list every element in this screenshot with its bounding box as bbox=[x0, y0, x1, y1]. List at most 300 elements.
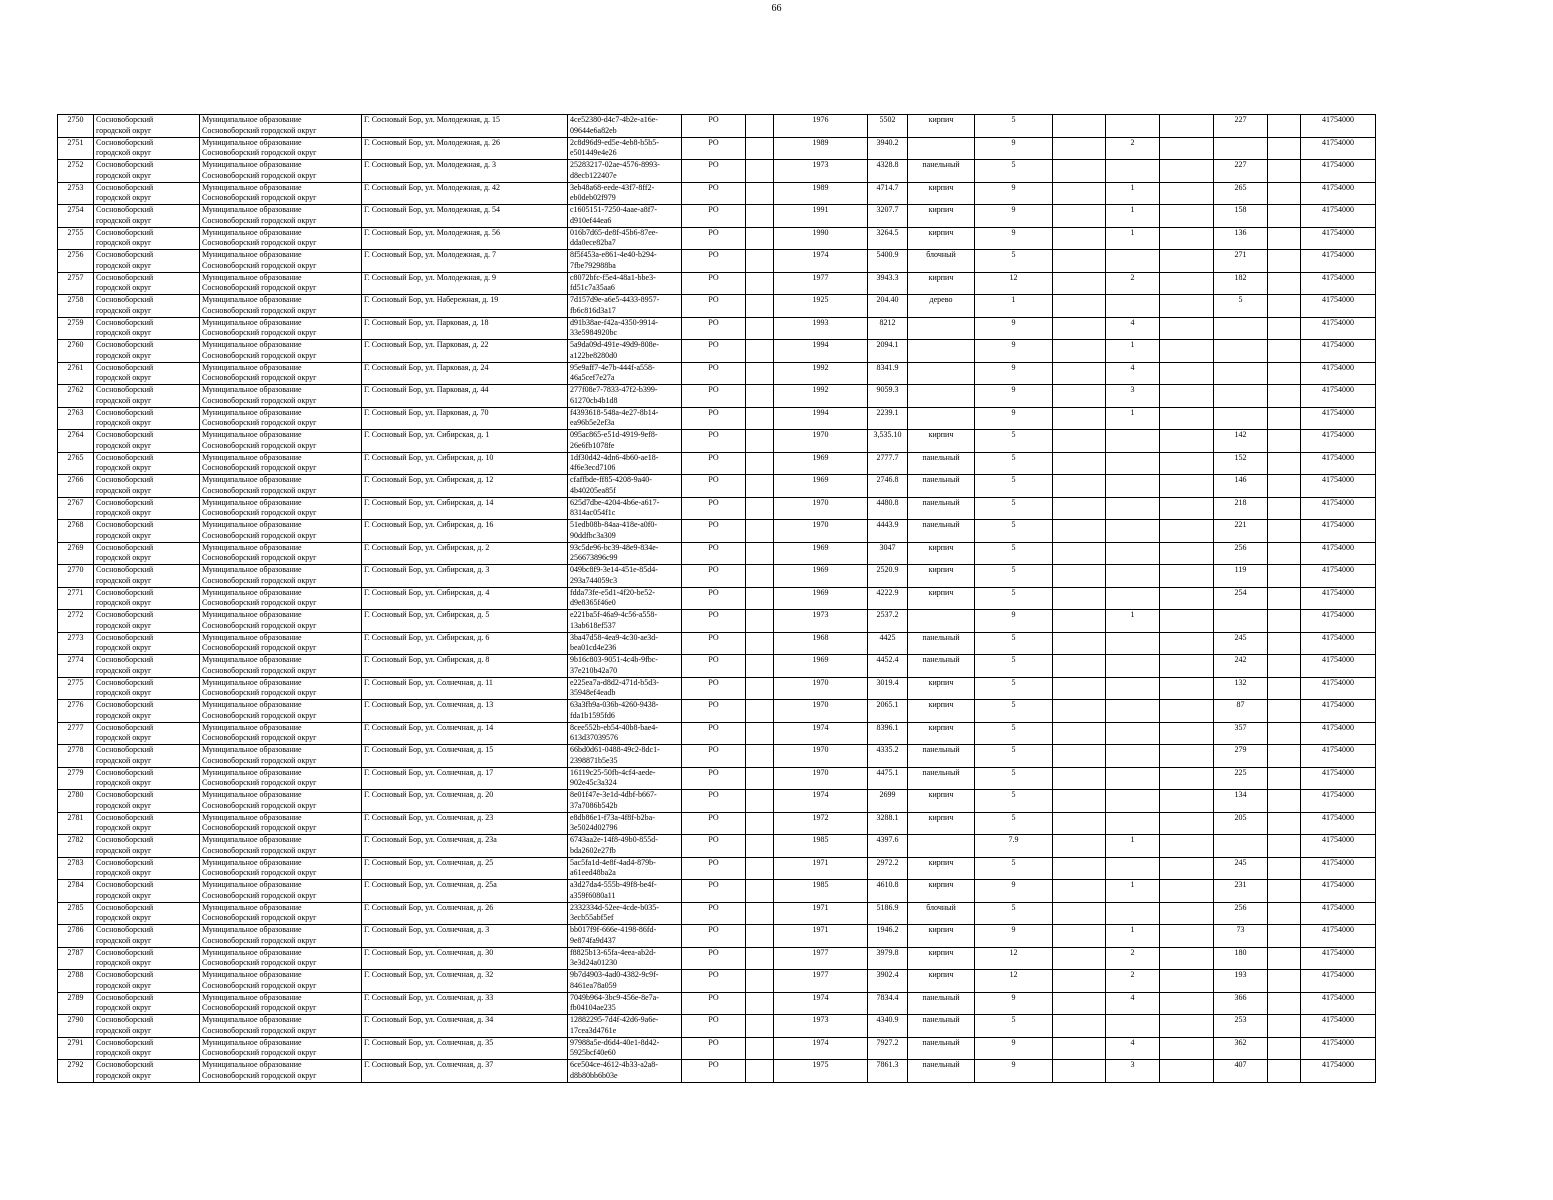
year-cell: 1985 bbox=[774, 835, 868, 858]
value1-cell bbox=[1053, 272, 1106, 295]
table-row bbox=[58, 835, 1376, 858]
address-cell: Г. Сосновый Бор, ул. Молодежная, д. 26 bbox=[362, 137, 568, 160]
district-cell bbox=[94, 1015, 200, 1038]
year-cell: 1969 bbox=[774, 475, 868, 498]
guid-cell bbox=[568, 137, 682, 160]
guid-cell-line: 63a3fb9a-036b-4260-9438- bbox=[570, 700, 659, 709]
empty-cell bbox=[746, 407, 774, 430]
empty-cell bbox=[746, 835, 774, 858]
value3-cell bbox=[1160, 610, 1214, 633]
municipality-cell-line: Сосновоборский городской округ bbox=[202, 958, 317, 967]
apartments-cell: 271 bbox=[1214, 250, 1268, 273]
empty-cell bbox=[1268, 340, 1301, 363]
value1-cell bbox=[1053, 857, 1106, 880]
area-cell: 4328.8 bbox=[868, 160, 908, 183]
table-row bbox=[58, 902, 1376, 925]
guid-cell-line: 902e45c3a324 bbox=[570, 778, 617, 787]
guid-cell-line: 5925bcf40e60 bbox=[570, 1048, 616, 1057]
table-body bbox=[58, 115, 1376, 1083]
municipality-cell bbox=[200, 947, 362, 970]
address-cell: Г. Сосновый Бор, ул. Солнечная, д. 35 bbox=[362, 1037, 568, 1060]
district-cell-line: Сосновоборский bbox=[96, 835, 154, 844]
district-cell-line: городской округ bbox=[96, 1025, 152, 1035]
municipality-cell-line: Муниципальное образование bbox=[202, 340, 302, 349]
value2-cell bbox=[1106, 902, 1160, 925]
municipality-cell bbox=[200, 205, 362, 228]
district-cell-line: городской округ bbox=[96, 778, 152, 787]
empty-cell bbox=[1268, 452, 1301, 475]
floors-cell: 9 bbox=[975, 407, 1053, 430]
apartments-cell: 146 bbox=[1214, 475, 1268, 498]
municipality-cell-line: Сосновоборский городской округ bbox=[202, 395, 317, 405]
municipality-cell-line: Сосновоборский городской округ bbox=[202, 710, 317, 720]
apartments-cell: 73 bbox=[1214, 925, 1268, 948]
ro-cell: РО bbox=[682, 700, 746, 723]
municipality-cell-line: Муниципальное образование bbox=[202, 632, 302, 642]
value3-cell bbox=[1160, 452, 1214, 475]
guid-cell-line: ea96b5e2ef3a bbox=[570, 418, 615, 427]
empty-cell bbox=[746, 272, 774, 295]
table-row bbox=[58, 632, 1376, 655]
row-number-cell: 2754 bbox=[58, 205, 94, 228]
empty-cell bbox=[746, 430, 774, 453]
value2-cell: 1 bbox=[1106, 407, 1160, 430]
municipality-cell-line: Муниципальное образование bbox=[202, 520, 302, 529]
value2-cell: 4 bbox=[1106, 1037, 1160, 1060]
guid-cell-line: 2398871b5e35 bbox=[570, 755, 618, 765]
oktmo-cell: 41754000 bbox=[1301, 205, 1376, 228]
apartments-cell: 362 bbox=[1214, 1037, 1268, 1060]
value2-cell: 1 bbox=[1106, 925, 1160, 948]
empty-cell bbox=[746, 182, 774, 205]
floors-cell: 9 bbox=[975, 227, 1053, 250]
table-row bbox=[58, 115, 1376, 138]
floors-cell: 5 bbox=[975, 520, 1053, 543]
empty-cell bbox=[1268, 587, 1301, 610]
municipality-cell-line: Муниципальное образование bbox=[202, 272, 302, 282]
wall-material-cell: блочный bbox=[908, 250, 975, 273]
wall-material-cell: кирпич bbox=[908, 947, 975, 970]
district-cell-line: Сосновоборский bbox=[96, 925, 154, 934]
row-number-cell: 2762 bbox=[58, 385, 94, 408]
guid-cell-line: 4f6e3ecd7106 bbox=[570, 463, 616, 472]
ro-cell: РО bbox=[682, 992, 746, 1015]
district-cell-line: городской округ bbox=[96, 890, 152, 900]
table-row bbox=[58, 295, 1376, 318]
row-number-cell: 2783 bbox=[58, 857, 94, 880]
municipality-cell-line: Сосновоборский городской округ bbox=[202, 148, 317, 157]
empty-cell bbox=[746, 610, 774, 633]
district-cell-line: Сосновоборский bbox=[96, 1015, 154, 1024]
value1-cell bbox=[1053, 632, 1106, 655]
district-cell-line: Сосновоборский bbox=[96, 1060, 154, 1069]
floors-cell: 9 bbox=[975, 1037, 1053, 1060]
guid-cell-line: 5a9da09d-491e-49d9-808e- bbox=[570, 340, 659, 349]
value2-cell: 1 bbox=[1106, 340, 1160, 363]
municipality-cell-line: Муниципальное образование bbox=[202, 430, 302, 439]
guid-cell bbox=[568, 385, 682, 408]
wall-material-cell: кирпич bbox=[908, 857, 975, 880]
wall-material-cell: кирпич bbox=[908, 880, 975, 903]
empty-cell bbox=[1268, 475, 1301, 498]
guid-cell bbox=[568, 407, 682, 430]
guid-cell bbox=[568, 947, 682, 970]
value1-cell bbox=[1053, 880, 1106, 903]
municipality-cell-line: Муниципальное образование bbox=[202, 317, 302, 327]
municipality-cell-line: Муниципальное образование bbox=[202, 812, 302, 822]
guid-cell bbox=[568, 272, 682, 295]
area-cell: 3264.5 bbox=[868, 227, 908, 250]
wall-material-cell bbox=[908, 362, 975, 385]
empty-cell bbox=[746, 925, 774, 948]
empty-cell bbox=[746, 1060, 774, 1083]
guid-cell-line: 7fbe792988ba bbox=[570, 260, 616, 270]
value2-cell: 1 bbox=[1106, 880, 1160, 903]
row-number-cell: 2784 bbox=[58, 880, 94, 903]
value1-cell bbox=[1053, 745, 1106, 768]
municipality-cell-line: Муниципальное образование bbox=[202, 182, 302, 192]
ro-cell: РО bbox=[682, 1060, 746, 1083]
apartments-cell: 227 bbox=[1214, 160, 1268, 183]
value2-cell bbox=[1106, 655, 1160, 678]
year-cell: 1969 bbox=[774, 565, 868, 588]
apartments-cell bbox=[1214, 385, 1268, 408]
apartments-cell: 366 bbox=[1214, 992, 1268, 1015]
address-cell: Г. Сосновый Бор, ул. Молодежная, д. 9 bbox=[362, 272, 568, 295]
value3-cell bbox=[1160, 475, 1214, 498]
municipality-cell-line: Сосновоборский городской округ bbox=[202, 530, 317, 540]
wall-material-cell bbox=[908, 385, 975, 408]
apartments-cell: 221 bbox=[1214, 520, 1268, 543]
apartments-cell: 242 bbox=[1214, 655, 1268, 678]
area-cell: 1946.2 bbox=[868, 925, 908, 948]
oktmo-cell: 41754000 bbox=[1301, 722, 1376, 745]
table-row bbox=[58, 587, 1376, 610]
municipality-cell-line: Муниципальное образование bbox=[202, 205, 302, 214]
municipality-cell-line: Сосновоборский городской округ bbox=[202, 823, 317, 832]
address-cell: Г. Сосновый Бор, ул. Солнечная, д. 3 bbox=[362, 925, 568, 948]
guid-cell bbox=[568, 497, 682, 520]
empty-cell bbox=[746, 205, 774, 228]
district-cell bbox=[94, 430, 200, 453]
year-cell: 1970 bbox=[774, 520, 868, 543]
ro-cell: РО bbox=[682, 362, 746, 385]
area-cell: 4335.2 bbox=[868, 745, 908, 768]
floors-cell: 5 bbox=[975, 250, 1053, 273]
district-cell bbox=[94, 1037, 200, 1060]
guid-cell bbox=[568, 587, 682, 610]
empty-cell bbox=[1268, 1037, 1301, 1060]
municipality-cell-line: Муниципальное образование bbox=[202, 1037, 302, 1047]
guid-cell-line: fdda73fe-e5d1-4f20-be52- bbox=[570, 587, 655, 597]
guid-cell bbox=[568, 902, 682, 925]
table-row bbox=[58, 497, 1376, 520]
district-cell-line: городской округ bbox=[96, 395, 152, 405]
guid-cell-line: 93c5de96-bc39-48e9-834e- bbox=[570, 542, 659, 552]
guid-cell-line: 016b7d65-de8f-45b6-87ee- bbox=[570, 227, 658, 237]
apartments-cell: 5 bbox=[1214, 295, 1268, 318]
municipality-cell-line: Муниципальное образование bbox=[202, 407, 302, 417]
floors-cell: 5 bbox=[975, 655, 1053, 678]
area-cell: 7861.3 bbox=[868, 1060, 908, 1083]
oktmo-cell: 41754000 bbox=[1301, 272, 1376, 295]
guid-cell bbox=[568, 812, 682, 835]
table-row bbox=[58, 385, 1376, 408]
oktmo-cell: 41754000 bbox=[1301, 812, 1376, 835]
row-number-cell: 2777 bbox=[58, 722, 94, 745]
district-cell-line: городской округ bbox=[96, 463, 152, 472]
guid-cell bbox=[568, 1015, 682, 1038]
year-cell: 1989 bbox=[774, 137, 868, 160]
municipality-cell-line: Сосновоборский городской округ bbox=[202, 215, 317, 225]
municipality-cell-line: Муниципальное образование bbox=[202, 610, 302, 619]
address-cell: Г. Сосновый Бор, ул. Солнечная, д. 32 bbox=[362, 970, 568, 993]
year-cell: 1977 bbox=[774, 970, 868, 993]
table-row bbox=[58, 812, 1376, 835]
municipality-cell-line: Муниципальное образование bbox=[202, 722, 302, 732]
apartments-cell: 180 bbox=[1214, 947, 1268, 970]
floors-cell: 12 bbox=[975, 947, 1053, 970]
table-row bbox=[58, 430, 1376, 453]
address-cell: Г. Сосновый Бор, ул. Солнечная, д. 17 bbox=[362, 767, 568, 790]
guid-cell bbox=[568, 452, 682, 475]
floors-cell: 12 bbox=[975, 970, 1053, 993]
year-cell: 1974 bbox=[774, 722, 868, 745]
address-cell: Г. Сосновый Бор, ул. Сибирская, д. 12 bbox=[362, 475, 568, 498]
district-cell bbox=[94, 407, 200, 430]
ro-cell: РО bbox=[682, 835, 746, 858]
year-cell: 1992 bbox=[774, 385, 868, 408]
value3-cell bbox=[1160, 317, 1214, 340]
value1-cell bbox=[1053, 340, 1106, 363]
guid-cell-line: c1605151-7250-4aae-a8f7- bbox=[570, 205, 658, 214]
district-cell bbox=[94, 475, 200, 498]
wall-material-cell: кирпич bbox=[908, 227, 975, 250]
district-cell-line: Сосновоборский bbox=[96, 407, 154, 417]
value3-cell bbox=[1160, 542, 1214, 565]
guid-cell-line: 8314ac054f1c bbox=[570, 508, 616, 517]
guid-cell-line: a61eed48ba2a bbox=[570, 868, 616, 877]
apartments-cell: 132 bbox=[1214, 677, 1268, 700]
wall-material-cell: панельный bbox=[908, 1037, 975, 1060]
address-cell: Г. Сосновый Бор, ул. Солнечная, д. 30 bbox=[362, 947, 568, 970]
table-row bbox=[58, 227, 1376, 250]
wall-material-cell: панельный bbox=[908, 520, 975, 543]
empty-cell bbox=[1268, 880, 1301, 903]
area-cell: 2777.7 bbox=[868, 452, 908, 475]
address-cell: Г. Сосновый Бор, ул. Солнечная, д. 33 bbox=[362, 992, 568, 1015]
value3-cell bbox=[1160, 745, 1214, 768]
guid-cell bbox=[568, 790, 682, 813]
guid-cell-line: 049bc8f9-3e14-451e-85d4- bbox=[570, 565, 658, 574]
district-cell-line: городской округ bbox=[96, 913, 152, 922]
empty-cell bbox=[1268, 205, 1301, 228]
guid-cell-line: 46a5cef7e27a bbox=[570, 373, 615, 382]
guid-cell bbox=[568, 677, 682, 700]
municipality-cell-line: Сосновоборский городской округ bbox=[202, 485, 317, 495]
value1-cell bbox=[1053, 677, 1106, 700]
district-cell-line: Сосновоборский bbox=[96, 722, 154, 732]
municipality-cell bbox=[200, 115, 362, 138]
area-cell: 3943.3 bbox=[868, 272, 908, 295]
district-cell bbox=[94, 542, 200, 565]
apartments-cell: 245 bbox=[1214, 632, 1268, 655]
empty-cell bbox=[746, 812, 774, 835]
year-cell: 1971 bbox=[774, 925, 868, 948]
address-cell: Г. Сосновый Бор, ул. Молодежная, д. 54 bbox=[362, 205, 568, 228]
municipality-cell bbox=[200, 475, 362, 498]
municipality-cell-line: Муниципальное образование bbox=[202, 497, 302, 507]
row-number-cell: 2772 bbox=[58, 610, 94, 633]
empty-cell bbox=[1268, 655, 1301, 678]
apartments-cell: 265 bbox=[1214, 182, 1268, 205]
value3-cell bbox=[1160, 227, 1214, 250]
floors-cell: 9 bbox=[975, 1060, 1053, 1083]
district-cell bbox=[94, 880, 200, 903]
guid-cell-line: bda2602e27fb bbox=[570, 845, 616, 855]
guid-cell-line: 13ab618ef537 bbox=[570, 620, 616, 630]
district-cell-line: Сосновоборский bbox=[96, 857, 154, 867]
row-number-cell: 2764 bbox=[58, 430, 94, 453]
address-cell: Г. Сосновый Бор, ул. Молодежная, д. 15 bbox=[362, 115, 568, 138]
guid-cell-line: 16119c25-50fb-4cf4-aede- bbox=[570, 767, 656, 777]
guid-cell-line: dda0ece82ba7 bbox=[570, 238, 616, 247]
row-number-cell: 2791 bbox=[58, 1037, 94, 1060]
row-number-cell: 2751 bbox=[58, 137, 94, 160]
floors-cell: 12 bbox=[975, 272, 1053, 295]
municipality-cell bbox=[200, 227, 362, 250]
row-number-cell: 2760 bbox=[58, 340, 94, 363]
value1-cell bbox=[1053, 452, 1106, 475]
floors-cell: 9 bbox=[975, 340, 1053, 363]
empty-cell bbox=[1268, 947, 1301, 970]
district-cell-line: Сосновоборский bbox=[96, 295, 154, 304]
address-cell: Г. Сосновый Бор, ул. Сибирская, д. 3 bbox=[362, 565, 568, 588]
year-cell: 1993 bbox=[774, 317, 868, 340]
apartments-cell bbox=[1214, 317, 1268, 340]
district-cell bbox=[94, 362, 200, 385]
wall-material-cell: панельный bbox=[908, 632, 975, 655]
year-cell: 1972 bbox=[774, 812, 868, 835]
value2-cell: 1 bbox=[1106, 182, 1160, 205]
value1-cell bbox=[1053, 700, 1106, 723]
municipality-cell bbox=[200, 407, 362, 430]
ro-cell: РО bbox=[682, 655, 746, 678]
value1-cell bbox=[1053, 115, 1106, 138]
address-cell: Г. Сосновый Бор, ул. Сибирская, д. 1 bbox=[362, 430, 568, 453]
value1-cell bbox=[1053, 992, 1106, 1015]
area-cell: 3019.4 bbox=[868, 677, 908, 700]
oktmo-cell: 41754000 bbox=[1301, 857, 1376, 880]
row-number-cell: 2769 bbox=[58, 542, 94, 565]
year-cell: 1994 bbox=[774, 340, 868, 363]
value3-cell bbox=[1160, 677, 1214, 700]
municipality-cell bbox=[200, 677, 362, 700]
table-row bbox=[58, 610, 1376, 633]
value3-cell bbox=[1160, 385, 1214, 408]
empty-cell bbox=[1268, 565, 1301, 588]
oktmo-cell: 41754000 bbox=[1301, 520, 1376, 543]
municipality-cell-line: Сосновоборский городской округ bbox=[202, 935, 317, 945]
municipality-cell bbox=[200, 295, 362, 318]
empty-cell bbox=[1268, 745, 1301, 768]
district-cell bbox=[94, 452, 200, 475]
guid-cell bbox=[568, 925, 682, 948]
apartments-cell bbox=[1214, 362, 1268, 385]
ro-cell: РО bbox=[682, 970, 746, 993]
floors-cell: 9 bbox=[975, 205, 1053, 228]
empty-cell bbox=[1268, 160, 1301, 183]
empty-cell bbox=[746, 632, 774, 655]
municipality-cell bbox=[200, 970, 362, 993]
district-cell-line: Сосновоборский bbox=[96, 160, 154, 169]
district-cell-line: городской округ bbox=[96, 553, 152, 562]
ro-cell: РО bbox=[682, 497, 746, 520]
guid-cell-line: bb017f9f-666e-4198-86fd- bbox=[570, 925, 657, 934]
address-cell: Г. Сосновый Бор, ул. Сибирская, д. 5 bbox=[362, 610, 568, 633]
district-cell-line: городской округ bbox=[96, 328, 152, 337]
municipality-cell-line: Муниципальное образование bbox=[202, 385, 302, 394]
area-cell: 4222.9 bbox=[868, 587, 908, 610]
row-number-cell: 2765 bbox=[58, 452, 94, 475]
value3-cell bbox=[1160, 407, 1214, 430]
district-cell-line: городской округ bbox=[96, 125, 152, 135]
apartments-cell: 256 bbox=[1214, 542, 1268, 565]
oktmo-cell: 41754000 bbox=[1301, 497, 1376, 520]
district-cell bbox=[94, 700, 200, 723]
empty-cell bbox=[1268, 700, 1301, 723]
apartments-cell: 182 bbox=[1214, 272, 1268, 295]
guid-cell-line: 09644e6a82eb bbox=[570, 125, 617, 135]
area-cell: 2699 bbox=[868, 790, 908, 813]
value2-cell bbox=[1106, 430, 1160, 453]
guid-cell-line: 3ba47d58-4ea9-4c30-ae3d- bbox=[570, 632, 658, 642]
district-cell-line: Сосновоборский bbox=[96, 902, 154, 912]
guid-cell-line: 26e6fb1078fe bbox=[570, 440, 615, 450]
value1-cell bbox=[1053, 947, 1106, 970]
value3-cell bbox=[1160, 182, 1214, 205]
district-cell-line: городской округ bbox=[96, 260, 152, 270]
guid-cell bbox=[568, 1060, 682, 1083]
oktmo-cell: 41754000 bbox=[1301, 115, 1376, 138]
municipality-cell bbox=[200, 317, 362, 340]
oktmo-cell: 41754000 bbox=[1301, 160, 1376, 183]
table-row bbox=[58, 250, 1376, 273]
address-cell: Г. Сосновый Бор, ул. Молодежная, д. 7 bbox=[362, 250, 568, 273]
empty-cell bbox=[746, 542, 774, 565]
value2-cell bbox=[1106, 677, 1160, 700]
address-cell: Г. Сосновый Бор, ул. Молодежная, д. 56 bbox=[362, 227, 568, 250]
guid-cell-line: eb0deb02f979 bbox=[570, 193, 616, 202]
district-cell bbox=[94, 295, 200, 318]
wall-material-cell bbox=[908, 137, 975, 160]
value3-cell bbox=[1160, 700, 1214, 723]
guid-cell-line: a3d27da4-555b-49f8-be4f- bbox=[570, 880, 657, 889]
value3-cell bbox=[1160, 880, 1214, 903]
area-cell: 204.40 bbox=[868, 295, 908, 318]
floors-cell: 5 bbox=[975, 160, 1053, 183]
municipality-cell-line: Муниципальное образование bbox=[202, 700, 302, 709]
oktmo-cell: 41754000 bbox=[1301, 452, 1376, 475]
municipality-cell-line: Сосновоборский городской округ bbox=[202, 913, 317, 922]
guid-cell-line: d9e8365f46e0 bbox=[570, 598, 616, 607]
municipality-cell-line: Сосновоборский городской округ bbox=[202, 688, 317, 697]
value1-cell bbox=[1053, 790, 1106, 813]
row-number-cell: 2759 bbox=[58, 317, 94, 340]
district-cell-line: Сосновоборский bbox=[96, 182, 154, 192]
district-cell-line: Сосновоборский bbox=[96, 272, 154, 282]
guid-cell-line: e8db86e1-f73a-4f8f-b2ba- bbox=[570, 812, 655, 822]
